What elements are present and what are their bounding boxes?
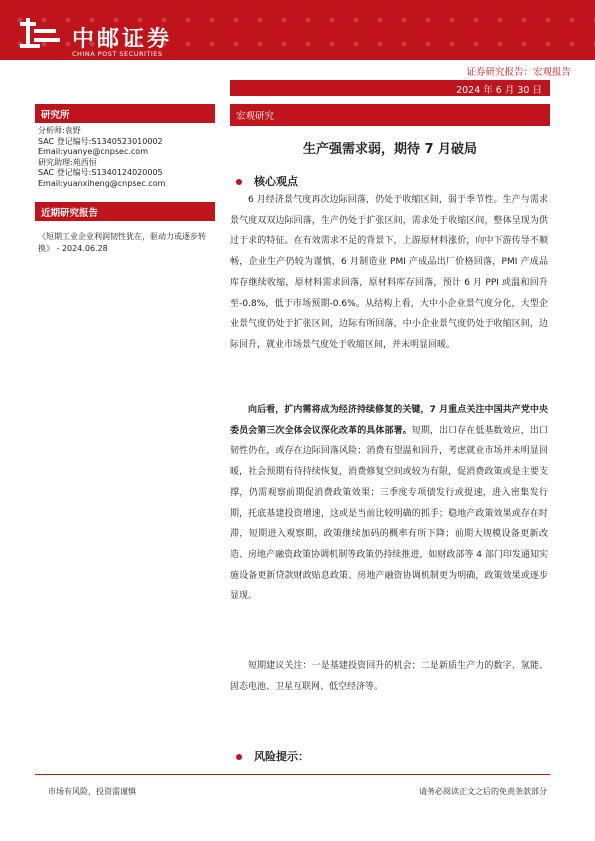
document-title: 生产强需求弱，期待 7 月破局 bbox=[302, 142, 478, 157]
paragraph-2 bbox=[230, 400, 548, 607]
research-institute-header bbox=[35, 104, 215, 123]
assistant-email[interactable]: Email:yuanxiheng@cnpsec.com bbox=[38, 178, 166, 188]
analyst-email[interactable]: Email:yuanye@cnpsec.com bbox=[38, 147, 148, 157]
logo-english-text: CHINA POST SECURITIES bbox=[72, 50, 163, 58]
paragraph-2-bold: 向后看，扩内需将成为经济持续修复的关键，7 月重点关注中国共产党中央委员会第三次全体会议深化改革的具体部署。 bbox=[230, 405, 548, 436]
paragraph-1 bbox=[230, 190, 548, 356]
analyst-name: 分析师:袁野 bbox=[38, 126, 81, 135]
core-bullet-icon bbox=[236, 179, 242, 185]
report-date: 2024 年 6 月 30 日 bbox=[456, 85, 542, 96]
footer-left-text: 市场有风险，投资需谨慎 bbox=[48, 787, 136, 796]
company-logo-icon bbox=[20, 18, 60, 48]
paragraph-3-text: 短期建议关注：一是基建投资回升的机会；二是新质生产力的数字、氢能、固态电池、卫星互联网、低空经济等。 bbox=[230, 661, 548, 692]
analyst-info bbox=[38, 126, 165, 190]
research-institute-label: 研究所 bbox=[41, 110, 70, 121]
recent-reports-header bbox=[35, 202, 215, 221]
assistant-name: 研究助理:苑西恒 bbox=[38, 157, 97, 167]
report-type: 证券研究报告：宏观报告 bbox=[466, 67, 571, 78]
assistant-sac: SAC 登记编号:S1340124020005 bbox=[38, 168, 163, 178]
paragraph-3 bbox=[230, 656, 548, 697]
logo-chinese-text: 中邮证券 bbox=[72, 27, 173, 52]
paragraph-1-text: 6 月经济景气度再次边际回落，仍处于收缩区间，弱于季节性。生产与需求景气度双双边际回落，生产仍处于扩张区间，需求处于收缩区间，整体呈现为供过于求的特征。在有效需求不足的背景下，上游原材料涨价，向中下游传导不顺畅，企业生产仍较为谨慎，6 月制造业 PMI 产成品出厂价格回落，PMI 产成品库存继续收缩，原材料需求回落，原材料库存回落，预计 6 月 PPI 或温和回升至-0.8%，低于市场预期-0.6%。从结构上看，大中小企业景气度分化，大型企业景气度仍处于扩张区间，边际有所回落，中小企业景气度仍处于收缩区间，边际回升，就业市场景气度处于收缩区间，并未明显回暖。 bbox=[230, 195, 548, 350]
core-heading: 核心观点 bbox=[254, 175, 298, 188]
footer-right-text: 请务必阅读正文之后的免责条款部分 bbox=[419, 787, 547, 796]
recent-report-link[interactable]: 《短期工业企业利润韧性犹在，驱动力或逐步转换》 - 2024.06.28 bbox=[38, 232, 206, 253]
date-bar bbox=[230, 80, 550, 96]
header-band bbox=[0, 0, 595, 60]
paragraph-2-text: 短期，出口存在低基数效应，出口韧性仍在，或存在边际回落风险；消费有望温和回升，考虑就业市场并未明显回暖，社会预期有待持续恢复，消费修复空间或较为有限，促消费政策或是主要支撑，仍需观察前期促消费政策效果；三季度专项债发行或提速，进入密集发行期，托底基建投资增速，这或是当前比较明确的抓手；稳地产政策效果或存在时滞，短期进入观察期，政策继续加码的概率有所下降；前期大规模设备更新改造、房地产融资政策协调机制等政策仍持续推进，如财政部等 4 部门印发通知实施设备更新贷款财政贴息政策、房地产融资协调机制更为明确，政策效果或逐步显现。 bbox=[230, 425, 548, 602]
footer-divider bbox=[35, 774, 550, 775]
section-tag: 宏观研究 bbox=[236, 111, 275, 122]
section-tag-bar bbox=[230, 104, 550, 126]
recent-reports-label: 近期研究报告 bbox=[41, 208, 99, 219]
risk-heading: 风险提示： bbox=[254, 750, 309, 763]
risk-bullet-icon bbox=[236, 754, 242, 760]
analyst-sac: SAC 登记编号:S1340523010002 bbox=[38, 136, 163, 146]
